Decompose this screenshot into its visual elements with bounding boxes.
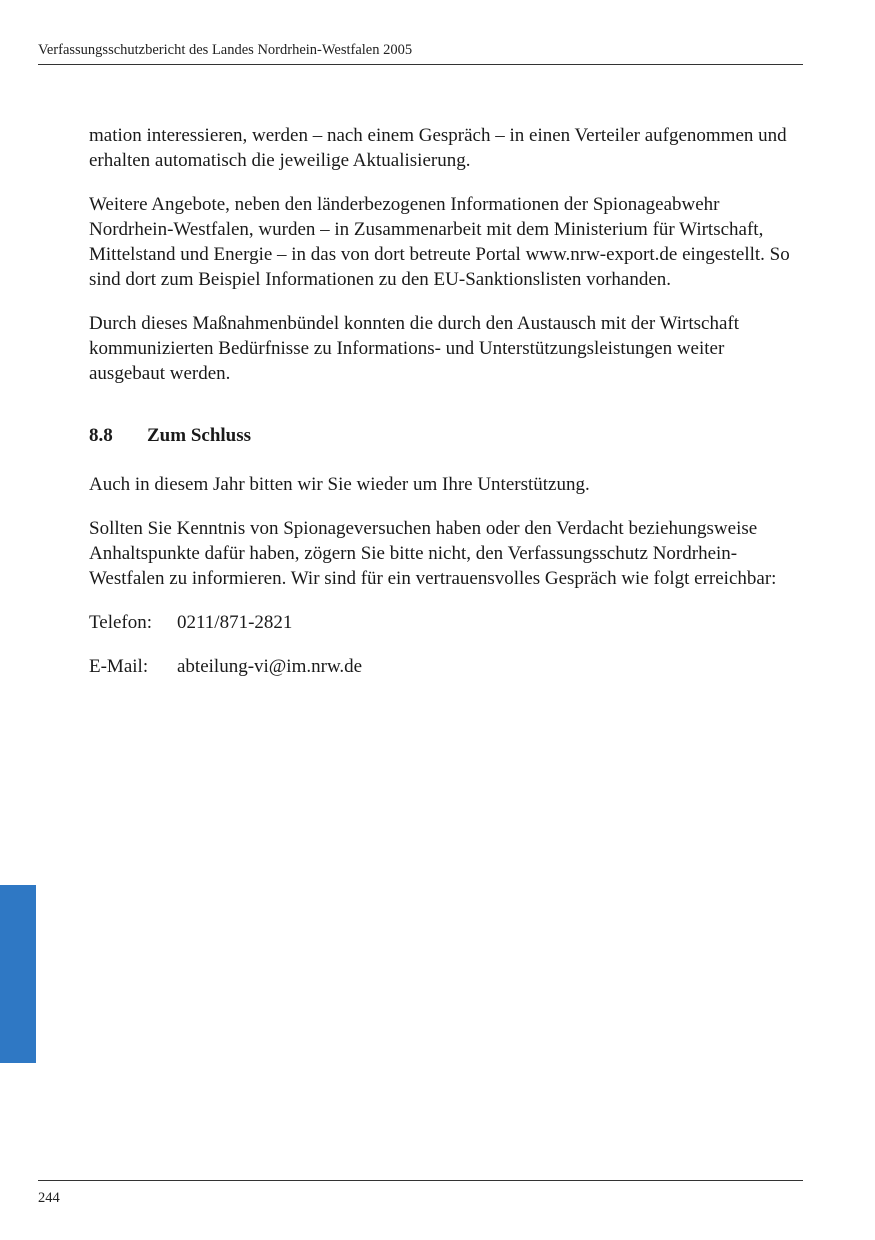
paragraph-contact-invitation: Sollten Sie Kenntnis von Spionageversuchen haben oder den Verdacht beziehungsweise Anhaltspunkte dafür haben, zögern Sie bitte nicht, den Verfassungsschutz Nordrhein-Westfalen zu informieren. Wir sind für ein vertrauensvolles Gespräch wie folgt erreichbar: [89,518,777,589]
phone-label: Telefon: [89,612,153,633]
page-number: 244 [38,1190,60,1206]
paragraph-support-request: Auch in diesem Jahr bitten wir Sie wieder um Ihre Unterstützung. [89,474,590,495]
section-title: Zum Schluss [147,425,252,446]
section-heading [89,423,805,448]
chapter-side-tab [0,885,36,1063]
running-header: Verfassungsschutzbericht des Landes Nordrhein-Westfalen 2005 [38,40,803,65]
email-address: abteilung-vi@im.nrw.de [177,656,363,677]
page-body [89,123,805,698]
email-label: E-Mail: [89,656,149,677]
phone-number: 0211/871-2821 [177,612,293,633]
paragraph-measures: Durch dieses Maßnahmenbündel konnten die durch den Austausch mit der Wirtschaft kommunizierten Bedürfnisse zu Informations- und Unterstützungsleistungen weiter ausgebaut werden. [89,313,739,384]
footer-rule [38,1180,803,1181]
paragraph-further-offers: Weitere Angebote, neben den länderbezogenen Informationen der Spionageabwehr Nordrhein-Westfalen, wurden – in Zusammenarbeit mit dem Ministerium für Wirtschaft, Mittelstand und Energie – in das von dort betreute Portal www.nrw-export.de eingestellt. So sind dort zum Beispiel Informationen zu den EU-Sanktionslisten vorhanden. [89,194,790,290]
contact-phone-row [89,610,805,635]
paragraph-continuation: mation interessieren, werden – nach einem Gespräch – in einen Verteiler aufgenommen und erhalten automatisch die jeweilige Aktualisierung. [89,125,787,171]
contact-email-row [89,654,805,679]
section-number: 8.8 [89,425,113,446]
